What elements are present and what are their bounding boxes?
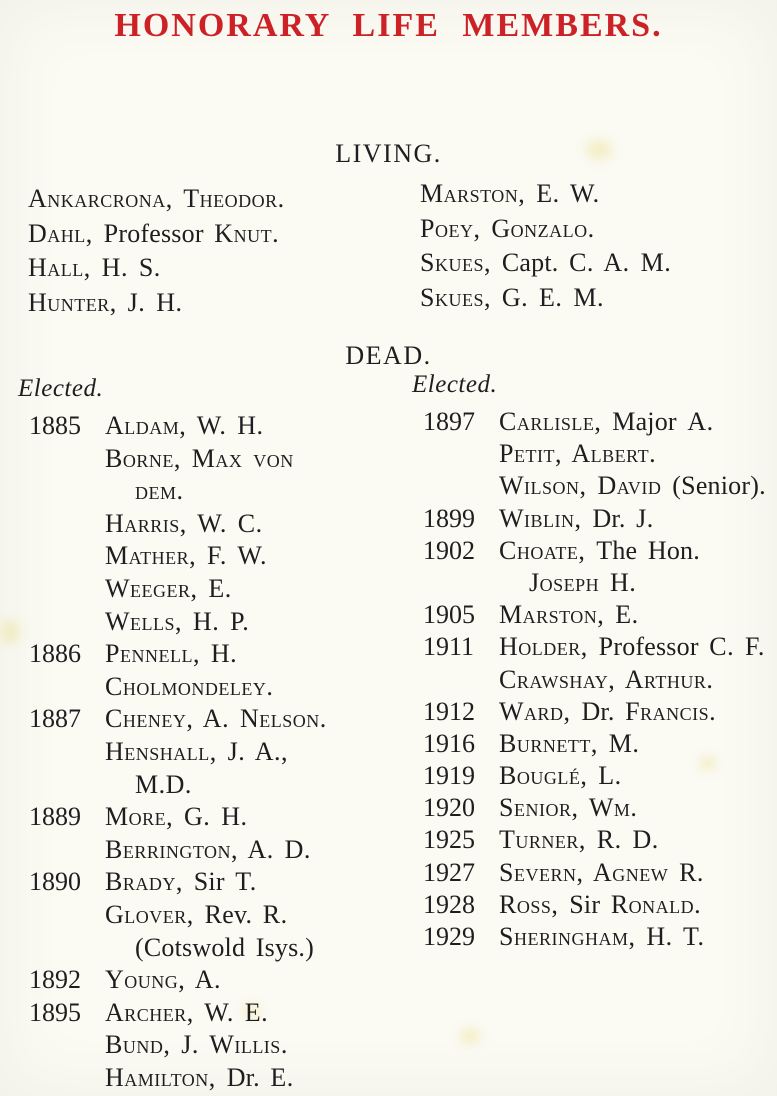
elected-year: 1925	[423, 825, 475, 855]
member-row	[18, 801, 327, 834]
dead-section-header: DEAD.	[345, 341, 432, 370]
member-row	[18, 932, 327, 965]
member-row	[420, 212, 671, 247]
member-name: Joseph H.	[529, 567, 637, 597]
elected-year: 1905	[423, 600, 475, 630]
member-name: Turner, R. D.	[499, 825, 659, 855]
member-row	[18, 475, 327, 508]
member-row	[18, 769, 327, 802]
elected-year: 1916	[423, 728, 475, 758]
member-name: Cheney, A. Nelson.	[105, 704, 327, 734]
member-name: Ross, Sir Ronald.	[499, 889, 702, 919]
member-name: Senior, Wm.	[499, 793, 638, 823]
member-row	[18, 834, 327, 867]
elected-year: 1920	[423, 793, 475, 823]
member-name: Ward, Dr. Francis.	[499, 696, 717, 726]
elected-year: 1927	[423, 857, 475, 887]
elected-label: Elected.	[412, 371, 498, 398]
member-row	[28, 182, 285, 217]
paper-stain	[460, 1028, 480, 1044]
member-name: Skues, G. E. M.	[420, 282, 604, 312]
member-name: More, G. H.	[105, 802, 248, 832]
member-name: Bouglé, L.	[499, 761, 622, 791]
elected-year: 1886	[29, 639, 81, 669]
member-row	[28, 286, 285, 321]
member-name: Carlisle, Major A.	[499, 407, 714, 436]
elected-year: 1902	[423, 535, 475, 565]
member-name: Wilson, David (Senior).	[499, 471, 766, 501]
member-name: Wells, H. P.	[105, 606, 250, 636]
member-name: Marston, E.	[499, 600, 639, 630]
member-name: Severn, Agnew R.	[499, 857, 704, 887]
member-row	[412, 728, 766, 760]
member-row	[18, 866, 327, 899]
member-row	[18, 606, 327, 639]
member-row	[412, 406, 766, 438]
member-name: Hunter, J. H.	[28, 287, 183, 317]
member-row	[18, 638, 327, 671]
member-row	[412, 470, 766, 502]
elected-year: 1892	[29, 965, 81, 995]
member-name: Henshall, J. A.,	[105, 736, 289, 766]
member-row	[412, 696, 766, 728]
member-name: Weeger, E.	[105, 573, 232, 603]
elected-label: Elected.	[18, 375, 104, 402]
member-row	[28, 217, 285, 252]
elected-year: 1919	[423, 761, 475, 791]
member-row	[412, 760, 766, 792]
elected-year: 1885	[29, 411, 81, 440]
member-row	[18, 1062, 327, 1095]
member-row	[412, 921, 766, 953]
elected-year: 1897	[423, 407, 475, 436]
member-row	[18, 736, 327, 769]
member-name: Marston, E. W.	[420, 179, 600, 208]
member-name: Brady, Sir T.	[105, 867, 257, 897]
member-row	[420, 281, 671, 316]
member-row	[420, 177, 671, 212]
dead-list-left-column	[18, 374, 327, 1094]
paper-stain	[0, 620, 20, 644]
member-name: Aldam, W. H.	[105, 411, 264, 440]
member-row	[18, 508, 327, 541]
elected-year: 1890	[29, 867, 81, 897]
member-name: Poey, Gonzalo.	[420, 213, 595, 243]
member-name: Choate, The Hon.	[499, 535, 700, 565]
member-name: Skues, Capt. C. A. M.	[420, 248, 672, 277]
dead-list-right-column	[412, 370, 766, 953]
member-row	[18, 671, 327, 704]
page-title: HONORARY LIFE MEMBERS.	[114, 7, 663, 44]
member-name: Hall, H. S.	[28, 253, 161, 282]
member-name: M.D.	[135, 769, 192, 799]
member-name: Hamilton, Dr. E.	[105, 1062, 294, 1092]
member-name: Ankarcrona, Theodor.	[28, 184, 285, 213]
elected-year: 1899	[423, 503, 475, 533]
member-name: Burnett, M.	[499, 728, 640, 758]
member-row	[18, 443, 327, 476]
member-row	[412, 889, 766, 921]
member-row	[18, 1029, 327, 1062]
member-row	[18, 540, 327, 573]
elected-year: 1911	[423, 632, 475, 662]
member-row	[18, 899, 327, 932]
member-name: Sheringham, H. T.	[499, 922, 705, 951]
member-name: Wiblin, Dr. J.	[499, 503, 654, 533]
elected-year: 1912	[423, 696, 475, 726]
elected-year: 1889	[29, 802, 81, 832]
member-row	[412, 535, 766, 567]
member-name: (Cotswold Isys.)	[135, 932, 314, 962]
member-name: dem.	[135, 476, 184, 506]
member-row	[420, 246, 671, 281]
member-row	[412, 438, 766, 470]
member-name: Glover, Rev. R.	[105, 899, 288, 929]
member-row	[412, 792, 766, 824]
member-name: Archer, W. E.	[105, 997, 269, 1027]
member-name: Borne, Max von	[105, 443, 294, 473]
member-row	[18, 703, 327, 736]
member-name: Berrington, A. D.	[105, 834, 311, 864]
living-list-left-column	[28, 182, 285, 320]
member-row	[412, 664, 766, 696]
member-row	[412, 824, 766, 856]
living-list-right-column	[420, 177, 671, 315]
member-name: Harris, W. C.	[105, 508, 263, 538]
member-name: Cholmondeley.	[105, 671, 274, 701]
elected-year: 1928	[423, 889, 475, 919]
member-name: Bund, J. Willis.	[105, 1030, 288, 1060]
member-name: Holder, Professor C. F.	[499, 632, 765, 662]
member-name: Pennell, H.	[105, 639, 238, 669]
member-row	[28, 251, 285, 286]
living-section-header: LIVING.	[335, 139, 442, 168]
member-name: Young, A.	[105, 965, 222, 995]
elected-year: 1887	[29, 704, 81, 734]
member-row	[18, 410, 327, 443]
member-name: Mather, F. W.	[105, 541, 267, 571]
member-name: Crawshay, Arthur.	[499, 664, 714, 694]
member-row	[18, 964, 327, 997]
member-row	[412, 857, 766, 889]
elected-year: 1929	[423, 922, 475, 951]
member-name: Dahl, Professor Knut.	[28, 218, 280, 248]
member-row	[412, 631, 766, 663]
member-name: Petit, Albert.	[499, 439, 657, 469]
member-row	[412, 567, 766, 599]
member-row	[18, 997, 327, 1030]
elected-year: 1895	[29, 997, 81, 1027]
member-row	[412, 599, 766, 631]
member-row	[412, 503, 766, 535]
member-row	[18, 573, 327, 606]
